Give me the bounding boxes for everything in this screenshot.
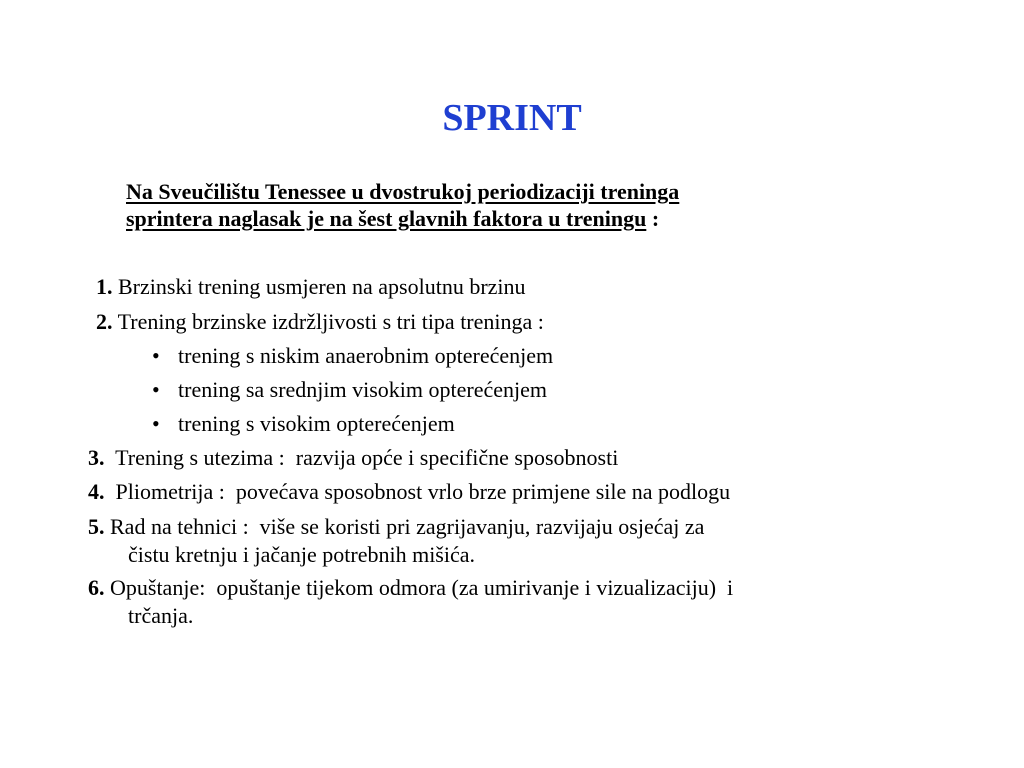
bullet-item-3 — [152, 409, 455, 439]
list-item-6-number: 6. — [88, 575, 105, 600]
intro-line-2 — [126, 205, 886, 232]
list-item-2-number: 2. — [96, 309, 113, 334]
list-item-5-line-1 — [88, 513, 948, 541]
list-item-1-text: Brzinski trening usmjeren na apsolutnu brzinu — [112, 274, 526, 299]
list-item-1 — [96, 272, 526, 302]
intro-line-1-text: Na Sveučilištu Tenessee u dvostrukoj periodizaciji treninga — [126, 179, 680, 204]
list-item-2-text: Trening brzinske izdržljivosti s tri tipa treninga : — [112, 309, 544, 334]
list-item-6 — [88, 574, 948, 630]
list-item-3-text: Trening s utezima : razvija opće i specifične sposobnosti — [104, 445, 619, 470]
bullet-item-1 — [152, 341, 553, 371]
bullet-dot-icon: • — [152, 411, 160, 436]
slide-title: SPRINT — [442, 97, 582, 139]
intro-line-2-text: sprintera naglasak je na šest glavnih faktora u treningu — [126, 206, 647, 231]
list-item-5-text: Rad na tehnici : više se koristi pri zagrijavanju, razvijaju osjećaj za — [104, 514, 705, 539]
list-item-2 — [96, 307, 544, 337]
bullet-dot-icon: • — [152, 343, 160, 368]
bullet-item-2 — [152, 375, 547, 405]
list-item-5 — [88, 513, 948, 569]
list-item-5-number: 5. — [88, 514, 105, 539]
list-item-1-number: 1. — [96, 274, 113, 299]
list-item-4-text: Pliometrija : povećava sposobnost vrlo brze primjene sile na podlogu — [104, 479, 731, 504]
list-item-6-text: Opuštanje: opuštanje tijekom odmora (za umirivanje i vizualizaciju) i — [104, 575, 734, 600]
bullet-dot-icon: • — [152, 377, 160, 402]
list-item-4-number: 4. — [88, 479, 105, 504]
intro-line-1 — [126, 178, 886, 205]
intro-paragraph — [126, 178, 886, 232]
list-item-3-number: 3. — [88, 445, 105, 470]
list-item-4 — [88, 477, 730, 507]
intro-line-2-suffix: : — [646, 206, 660, 231]
list-item-5-line-2: čistu kretnju i jačanje potrebnih mišića. — [128, 542, 476, 567]
list-item-6-line-1 — [88, 574, 948, 602]
bullet-item-3-text: trening s visokim opterećenjem — [178, 411, 455, 436]
bullet-item-2-text: trening sa srednjim visokim opterećenjem — [178, 377, 548, 402]
list-item-3 — [88, 443, 618, 473]
bullet-item-1-text: trening s niskim anaerobnim opterećenjem — [178, 343, 554, 368]
list-item-6-line-2: trčanja. — [128, 603, 194, 628]
